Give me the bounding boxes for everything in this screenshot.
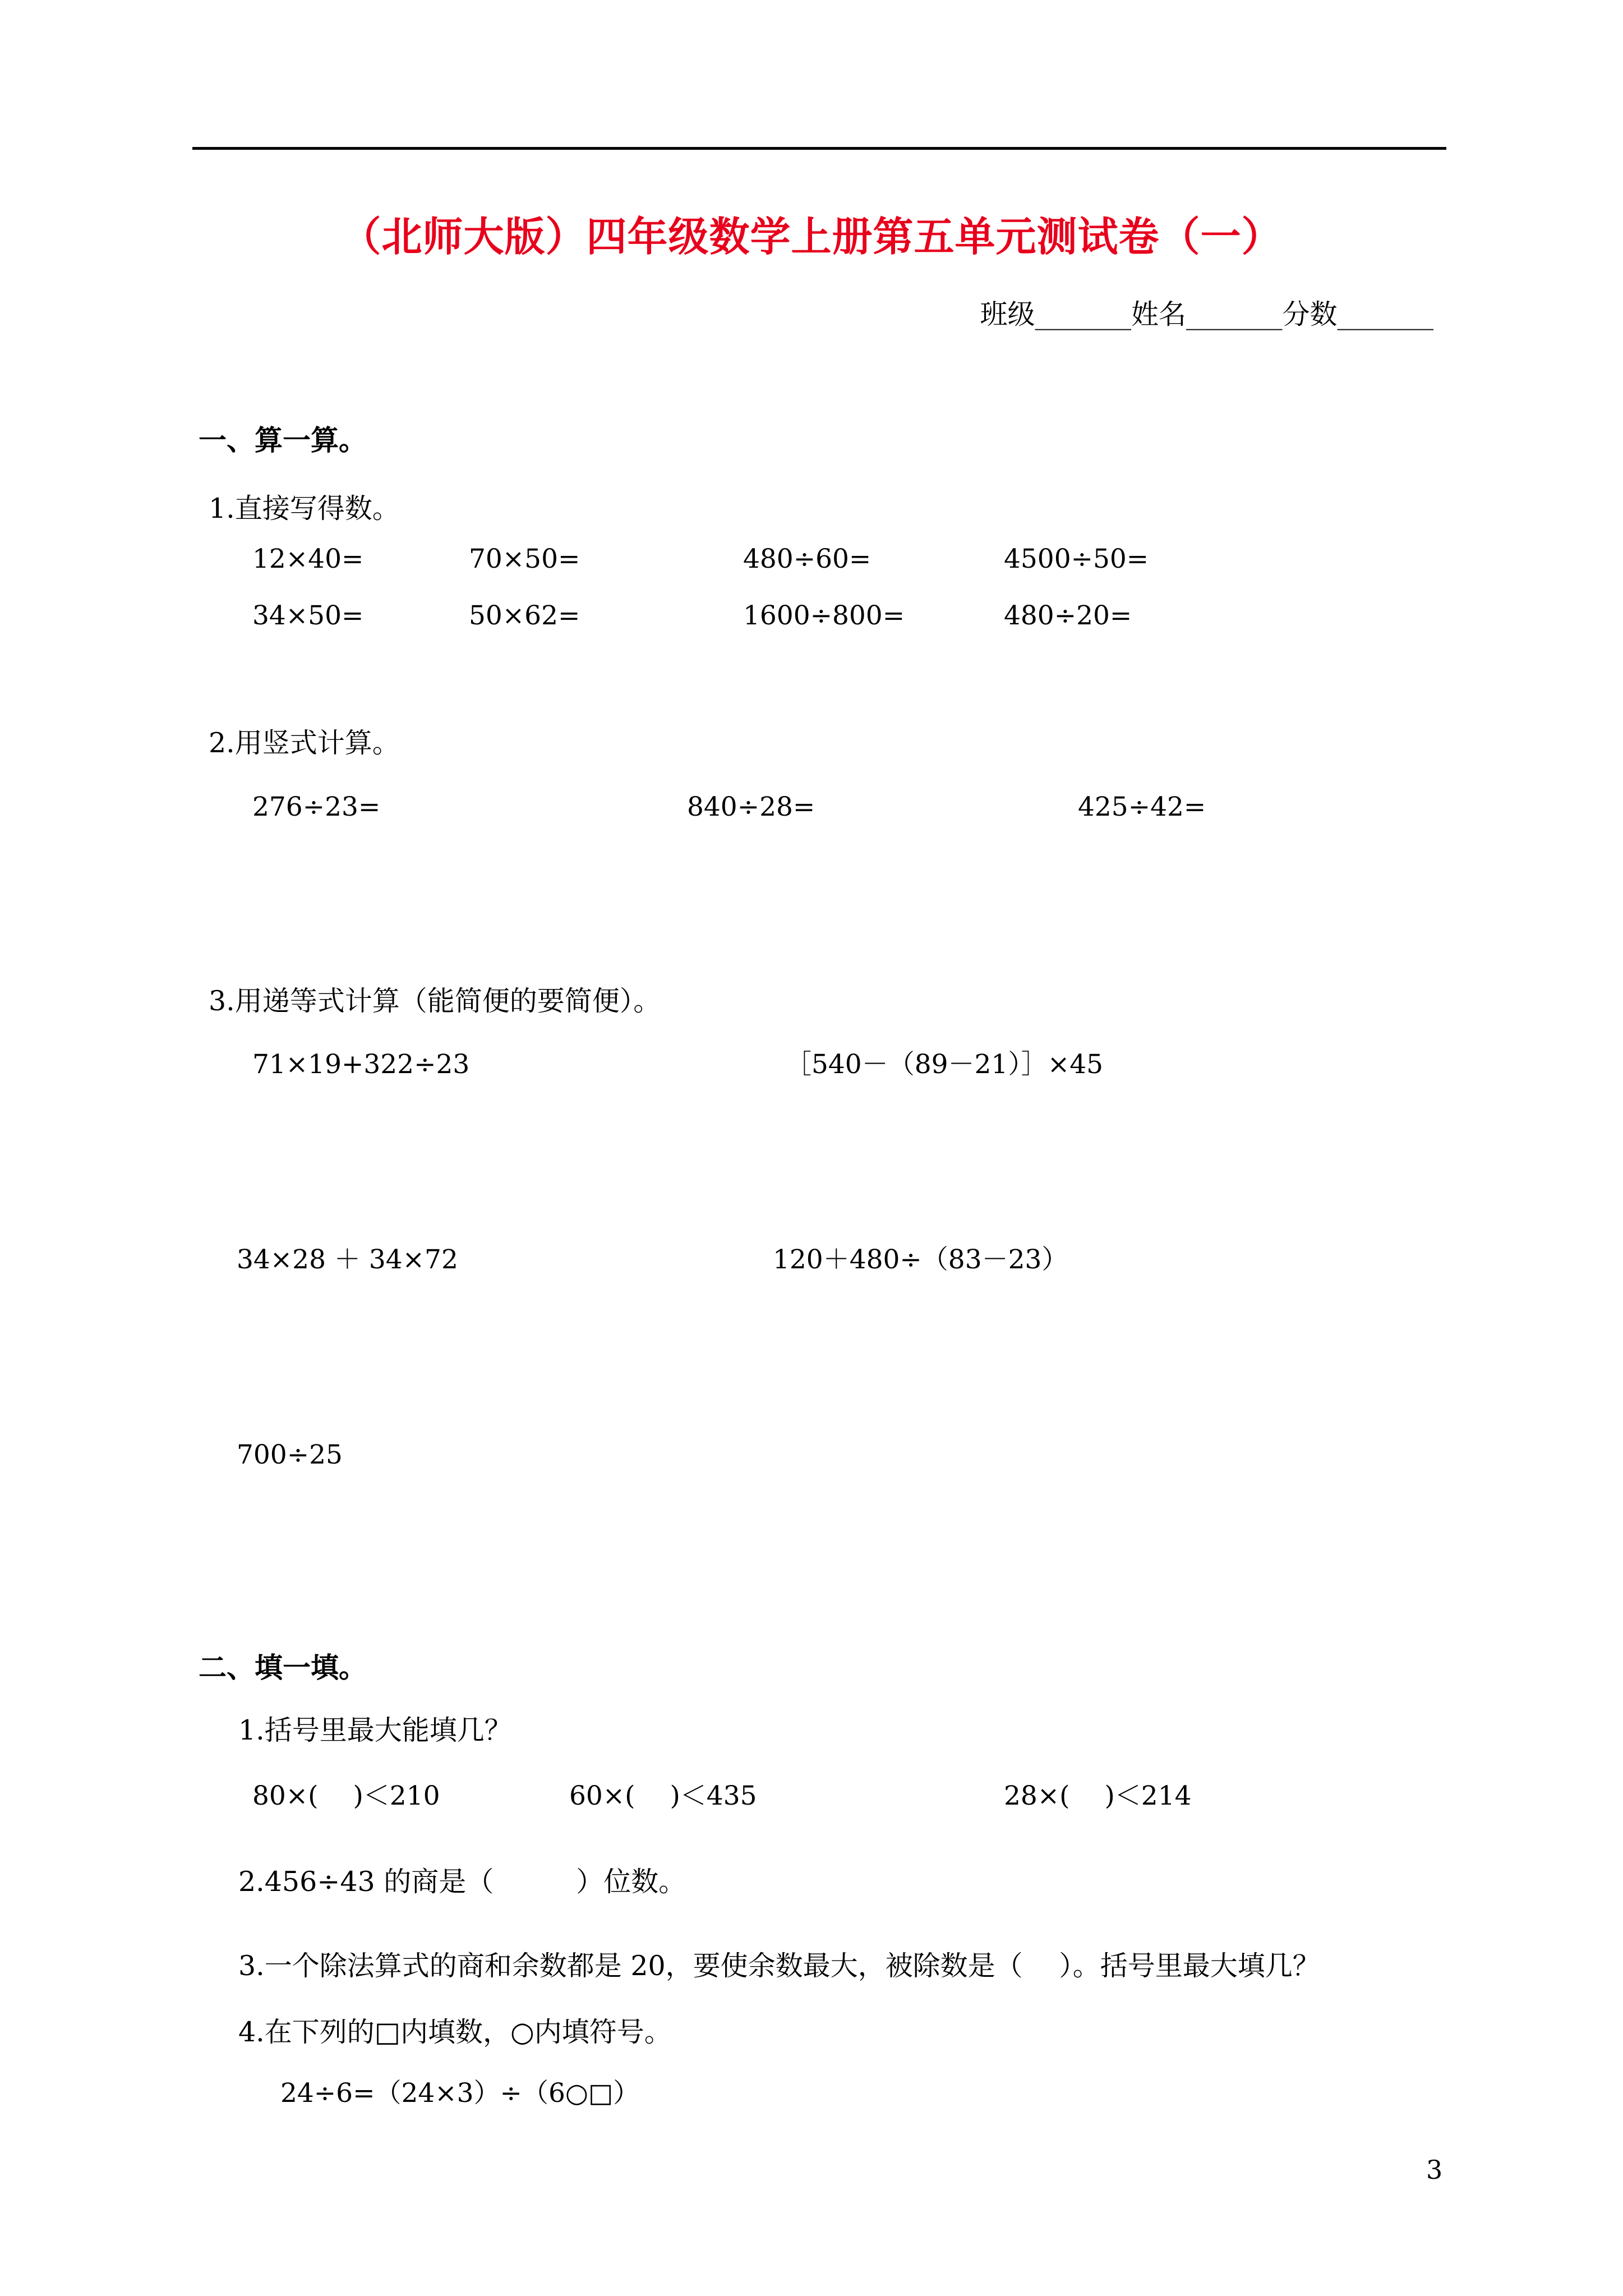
s1-q3-item-1: 71×19+322÷23	[252, 1049, 470, 1080]
s1-q1-r2-c4: 480÷20=	[1004, 600, 1132, 631]
s1-q1-r2-c3: 1600÷800=	[743, 600, 905, 631]
s1-q3-item-2: ［540－（89－21）］×45	[785, 1049, 1104, 1080]
s1-q1-r1-c1: 12×40=	[252, 544, 364, 574]
s1-q3-item-5: 700÷25	[237, 1439, 343, 1470]
s2-q4-label: 4.在下列的□内填数，○内填符号。	[238, 2016, 672, 2048]
header-rule	[192, 147, 1446, 150]
s1-q1-r2-c2: 50×62=	[469, 600, 580, 631]
s1-q1-r2-c1: 34×50=	[252, 600, 364, 631]
student-info-line: 班级_______姓名_______分数_______	[980, 298, 1433, 330]
page-number: 3	[1426, 2155, 1443, 2185]
s2-q2: 2.456÷43 的商是（ ）位数。	[238, 1866, 686, 1898]
page-title: （北师大版）四年级数学上册第五单元测试卷（一）	[340, 213, 1283, 260]
s2-q1-label: 1.括号里最大能填几？	[238, 1714, 512, 1746]
s2-q3: 3.一个除法算式的商和余数都是 20，要使余数最大，被除数是（ ）。括号里最大填几？	[238, 1950, 1320, 1982]
section-2-heading: 二、填一填。	[199, 1651, 367, 1684]
s1-q3-item-4: 120＋480÷（83－23）	[773, 1244, 1068, 1275]
s1-q2-item-3: 425÷42=	[1078, 792, 1206, 822]
s1-q2-item-2: 840÷28=	[687, 792, 815, 822]
s1-q3-label: 3.用递等式计算（能简便的要简便）。	[209, 985, 661, 1017]
s1-q1-label: 1.直接写得数。	[209, 493, 400, 524]
s1-q1-r1-c4: 4500÷50=	[1004, 544, 1149, 574]
s2-q1-item-1: 80×( )＜210	[252, 1780, 440, 1811]
s1-q1-r1-c3: 480÷60=	[743, 544, 872, 574]
s2-q1-item-2: 60×( )＜435	[569, 1780, 757, 1811]
s1-q2-item-1: 276÷23=	[252, 792, 381, 822]
s1-q3-item-3: 34×28 ＋ 34×72	[237, 1244, 458, 1275]
s1-q2-label: 2.用竖式计算。	[209, 727, 400, 759]
s2-q1-item-3: 28×( )＜214	[1004, 1780, 1192, 1811]
s1-q1-r1-c2: 70×50=	[469, 544, 580, 574]
section-1-heading: 一、算一算。	[199, 424, 367, 457]
s2-q4-expression: 24÷6=（24×3）÷（6○□）	[280, 2078, 640, 2109]
